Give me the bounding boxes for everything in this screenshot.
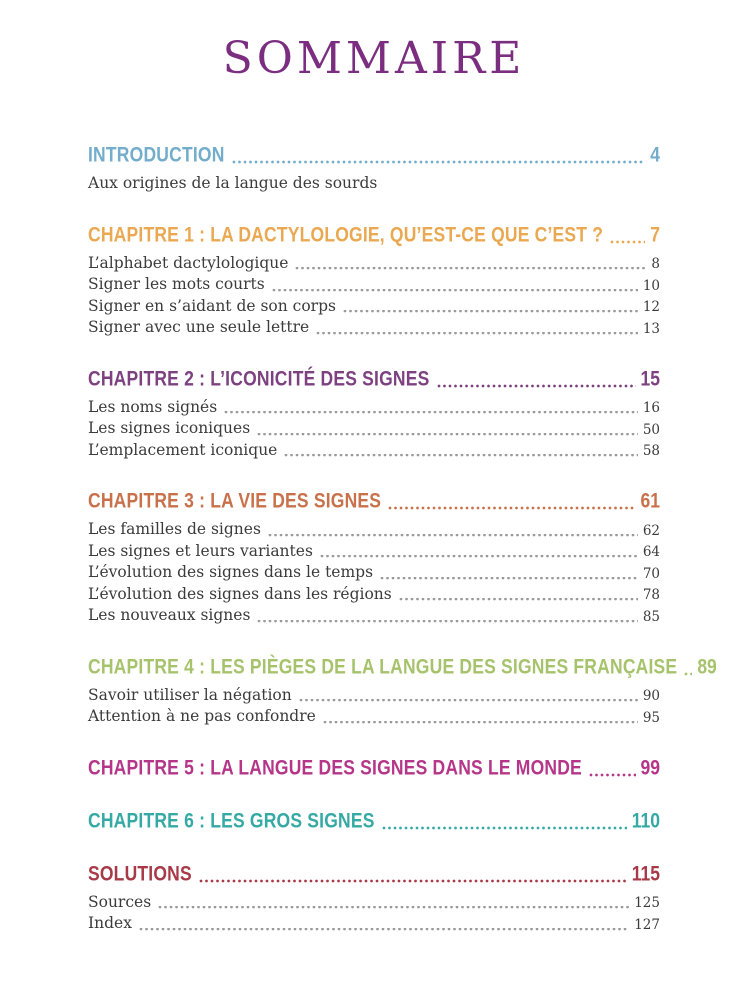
dotted-leader: [316, 332, 638, 335]
entry-page-number: 16: [642, 400, 660, 416]
toc-entry-row: [88, 605, 660, 627]
entry-page-number: 125: [634, 895, 660, 911]
toc-entry-row: [88, 253, 660, 275]
toc-entry-row: [88, 296, 660, 318]
entry-page-number: 127: [634, 916, 660, 933]
dotted-leader: [380, 577, 638, 580]
toc-entry-row: [88, 685, 660, 707]
toc-section-entries: [88, 173, 660, 195]
toc-chapter-row: [88, 807, 660, 834]
dotted-leader: [382, 826, 627, 830]
entry-title: Signer en s’aidant de son corps: [88, 296, 336, 315]
chapter-title: CHAPITRE 6 : LES GROS SIGNES: [88, 807, 375, 832]
dotted-leader: [268, 534, 638, 537]
dotted-leader: [388, 506, 635, 510]
toc-entry-row: [88, 317, 660, 339]
toc-chapter-row: [88, 653, 717, 680]
toc-entry-row: [88, 584, 660, 606]
toc-entry-row: [88, 706, 660, 728]
toc-entry-row: [88, 173, 660, 195]
toc-chapter-row: [88, 365, 660, 392]
entry-page-number: 10: [642, 277, 660, 294]
entry-title: Signer les mots courts: [88, 275, 265, 293]
toc-chapter-row: [88, 221, 660, 248]
dotted-leader: [299, 699, 638, 702]
toc-entry-row: [88, 274, 660, 296]
entry-title: Index: [88, 914, 132, 932]
chapter-title: SOLUTIONS: [88, 860, 192, 885]
toc-section: [88, 653, 717, 728]
dotted-leader: [232, 160, 646, 164]
toc-section: [88, 754, 660, 781]
toc-entry-row: [88, 418, 660, 440]
entry-title: Attention à ne pas confondre: [88, 707, 316, 725]
toc-section-entries: [88, 253, 660, 339]
chapter-title: CHAPITRE 1 : LA DACTYLOLOGIE, QU’EST-CE QUE C’EST ?: [88, 221, 604, 246]
entry-page-number: 12: [642, 299, 660, 315]
entry-page-number: 58: [642, 443, 660, 459]
page-title: SOMMAIRE: [222, 33, 526, 84]
chapter-page-number: 99: [640, 754, 660, 779]
entry-page-number: 90: [642, 688, 660, 704]
entry-page-number: 8: [651, 256, 660, 272]
entry-title: Les signes et leurs variantes: [88, 541, 313, 560]
chapter-title: CHAPITRE 2 : L’ICONICITÉ DES SIGNES: [88, 365, 430, 390]
entry-page-number: 95: [642, 709, 660, 726]
toc-entry-row: [88, 541, 660, 563]
toc-section-entries: [88, 685, 660, 728]
toc-entry-row: [88, 913, 660, 935]
entry-page-number: 78: [642, 587, 660, 603]
chapter-page-number: 89: [697, 653, 717, 678]
toc-section-entries: [88, 892, 660, 935]
dotted-leader: [437, 384, 636, 388]
toc-chapter-row: [88, 141, 660, 168]
dotted-leader: [257, 433, 638, 436]
table-of-contents: [88, 141, 717, 935]
chapter-title: CHAPITRE 5 : LA LANGUE DES SIGNES DANS LE MONDE: [88, 754, 582, 779]
dotted-leader: [320, 555, 638, 558]
entry-title: L’alphabet dactylologique: [88, 253, 289, 272]
dotted-leader: [257, 620, 637, 623]
entry-title: L’évolution des signes dans les régions: [88, 584, 392, 603]
entry-title: Savoir utiliser la négation: [88, 685, 292, 704]
dotted-leader: [343, 310, 638, 313]
dotted-leader: [684, 672, 692, 676]
dotted-leader: [284, 454, 637, 457]
entry-title: L’évolution des signes dans le temps: [88, 563, 374, 581]
dotted-leader: [295, 267, 646, 270]
entry-page-number: 64: [642, 544, 660, 560]
dotted-leader: [158, 906, 629, 909]
dotted-leader: [199, 879, 627, 883]
entry-page-number: 85: [642, 608, 660, 625]
toc-entry-row: [88, 397, 660, 419]
dotted-leader: [323, 721, 638, 724]
toc-section: [88, 365, 660, 462]
toc-entry-row: [88, 562, 660, 584]
dotted-leader: [589, 773, 636, 777]
chapter-page-number: 15: [640, 365, 660, 390]
toc-chapter-row: [88, 754, 660, 781]
chapter-title: INTRODUCTION: [88, 141, 225, 167]
chapter-page-number: 61: [640, 487, 660, 513]
chapter-page-number: 4: [650, 141, 660, 167]
toc-entry-row: [88, 892, 660, 914]
toc-section: [88, 141, 660, 195]
chapter-page-number: 115: [631, 860, 660, 885]
dotted-leader: [272, 289, 638, 292]
dotted-leader: [139, 928, 629, 931]
entry-page-number: 62: [642, 522, 660, 539]
toc-section: [88, 487, 660, 627]
chapter-title: CHAPITRE 3 : LA VIE DES SIGNES: [88, 487, 382, 513]
entry-title: Les noms signés: [88, 397, 218, 416]
entry-page-number: 50: [642, 421, 660, 438]
toc-section-entries: [88, 397, 660, 462]
dotted-leader: [399, 598, 638, 601]
toc-chapter-row: [88, 860, 660, 887]
dotted-leader: [224, 411, 638, 414]
chapter-page-number: 7: [650, 221, 660, 246]
toc-section: [88, 860, 660, 935]
toc-section: [88, 807, 660, 834]
toc-entry-row: [88, 519, 660, 541]
chapter-page-number: 110: [631, 807, 660, 832]
entry-title: Les signes iconiques: [88, 419, 251, 437]
entry-title: Signer avec une seule lettre: [88, 318, 310, 336]
toc-section: [88, 221, 660, 339]
chapter-title: CHAPITRE 4 : LES PIÈGES DE LA LANGUE DES SIGNES FRANÇAISE: [88, 653, 678, 678]
entry-title: Sources: [88, 892, 152, 911]
entry-title: L’emplacement iconique: [88, 440, 278, 459]
entry-page-number: 13: [642, 320, 660, 337]
toc-entry-row: [88, 440, 660, 462]
toc-chapter-row: [88, 487, 660, 514]
toc-section-entries: [88, 519, 660, 627]
entry-title: Les familles de signes: [88, 520, 261, 538]
entry-title: Aux origines de la langue des sourds: [88, 174, 378, 192]
entry-title: Les nouveaux signes: [88, 606, 251, 624]
entry-page-number: 70: [642, 565, 660, 582]
dotted-leader: [610, 240, 645, 244]
